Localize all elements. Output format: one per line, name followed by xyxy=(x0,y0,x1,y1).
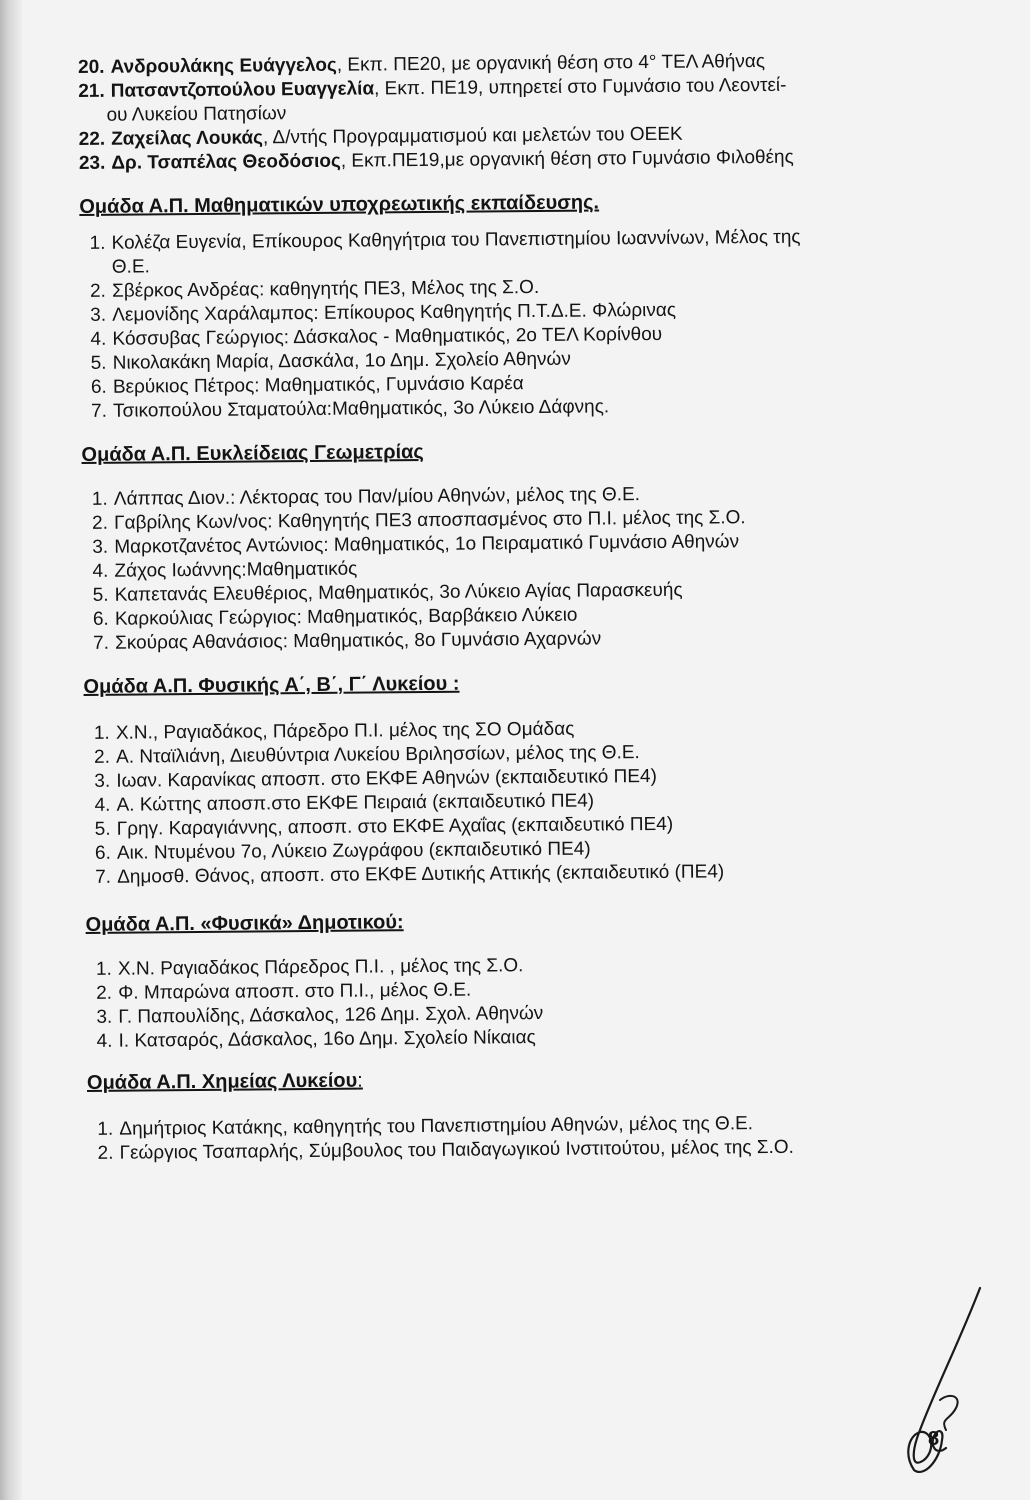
list-item: 1. Χ.Ν., Ραγιαδάκος, Πάρεδρο Π.Ι. μέλος της ΣΟ Ομάδας xyxy=(93,718,575,744)
list-item: 4. Ι. Κατσαρός, Δάσκαλος, 16ο Δημ. Σχολείο Νίκαιας xyxy=(96,1027,536,1052)
entry-21: 21. Πατσαντζοπούλου Ευαγγελία, Εκπ. ΠΕ19, υπηρετεί στο Γυμνάσιο του Λεοντεί- xyxy=(78,74,787,102)
entry-21-continuation: ου Λυκείου Πατησίων xyxy=(106,103,287,126)
list-item: 3. Γ. Παπουλίδης, Δάσκαλος, 126 Δημ. Σχολ. Αθηνών xyxy=(96,1002,544,1028)
list-item: 2. Γεώργιος Τσαπαρλής, Σύμβουλος του Παιδαγωγικού Ινστιτούτου, μέλος της Σ.Ο. xyxy=(97,1136,794,1164)
entry-23: 23. Δρ. Τσαπέλας Θεοδόσιος, Εκπ.ΠΕ19,με οργανική θέση στο Γυμνάσιο Φιλοθέης xyxy=(78,146,794,174)
list-item: 3. Ιωαν. Καρανίκας αποσπ. στο ΕΚΦΕ Αθηνών (εκπαιδευτικό ΠΕ4) xyxy=(94,765,657,792)
list-item: 1. Κολέζα Ευγενία, Επίκουρος Καθηγήτρια του Πανεπιστημίου Ιωαννίνων, Μέλος της Θ.Ε. xyxy=(89,226,801,278)
list-item: 2. Α. Νταϊλιάνη, Διευθύντρια Λυκείου Βριλησσίων, μέλος της Θ.Ε. xyxy=(94,742,640,768)
group-math-compulsory xyxy=(79,186,941,423)
document-content xyxy=(78,48,948,1165)
page-number: 8 xyxy=(928,1428,940,1450)
member-list xyxy=(82,480,943,655)
list-item: 5. Νικολακάκη Μαρία, Δασκάλα, 1ο Δημ. Σχολείο Αθηνών xyxy=(90,348,571,374)
list-item: 2. Γαβρίλης Κων/νος: Καθηγητής ΠΕ3 αποσπασμένος στο Π.Ι. μέλος της Σ.Ο. xyxy=(91,507,746,534)
list-item: 5. Γρηγ. Καραγιάννης, αποσπ. στο ΕΚΦΕ Αχαΐας (εκπαιδευτικό ΠΕ4) xyxy=(94,813,674,840)
list-item: 6. Καρκούλιας Γεώργιος: Μαθηματικός, Βαρβάκειο Λύκειο xyxy=(92,604,578,630)
group-heading: Ομάδα Α.Π. Μαθηματικών υποχρεωτικής εκπαίδευσης. xyxy=(79,191,600,218)
group-heading: Ομάδα Α.Π. Χημείας Λυκείου: xyxy=(86,1069,363,1094)
list-item: 1. Χ.Ν. Ραγιαδάκος Πάρεδρος Π.Ι. , μέλος της Σ.Ο. xyxy=(95,955,524,980)
page-edge-shadow xyxy=(0,0,22,1500)
member-list xyxy=(86,950,947,1054)
list-item: 3. Λεμονίδης Χαράλαμπος: Επίκουρος Καθηγητής Π.Τ.Δ.Ε. Φλώρινας xyxy=(90,299,677,326)
list-item: 6. Αικ. Ντυμένου 7ο, Λύκειο Ζωγράφου (εκπαιδευτικό ΠΕ4) xyxy=(94,838,591,864)
group-physics-lyceum xyxy=(83,666,945,889)
entry-22: 22. Ζαχείλας Λουκάς, Δ/ντής Προγραμματισμού και μελετών του ΟΕΕΚ xyxy=(78,123,683,150)
group-heading: Ομάδα Α.Π. Ευκλείδειας Γεωμετρίας xyxy=(81,440,424,466)
list-item: 1. Λάππας Διον.: Λέκτορας του Παν/μίου Αθηνών, μέλος της Θ.Ε. xyxy=(91,484,641,510)
list-item: 2. Φ. Μπαρώνα αποσπ. στο Π.Ι., μέλος Θ.Ε. xyxy=(96,979,472,1004)
member-list xyxy=(84,714,945,889)
member-list xyxy=(87,1110,947,1166)
list-item: 2. Σβέρκος Ανδρέας: καθηγητής ΠΕ3, Μέλος της Σ.Ο. xyxy=(89,276,540,302)
list-item: 6. Βερύκιος Πέτρος: Μαθηματικός, Γυμνάσιο Καρέα xyxy=(90,373,524,398)
group-euclidean-geometry xyxy=(81,434,943,655)
member-list xyxy=(80,224,942,423)
numbered-entries xyxy=(78,48,939,176)
list-item: 7. Τσικοπούλου Σταματούλα:Μαθηματικός, 3ο Λύκειο Δάφνης. xyxy=(91,396,610,422)
group-chemistry-lyceum xyxy=(87,1062,948,1166)
list-item: 7. Δημοσθ. Θάνος, αποσπ. στο ΕΚΦΕ Δυτικής Αττικής (εκπαιδευτικό (ΠΕ4) xyxy=(95,861,725,888)
list-item: 7. Σκούρας Αθανάσιος: Μαθηματικός, 8ο Γυμνάσιο Αχαρνών xyxy=(93,628,602,654)
group-physics-primary xyxy=(85,904,946,1053)
list-item: 5. Καπετανάς Ελευθέριος, Μαθηματικός, 3ο Λύκειο Αγίας Παρασκευής xyxy=(92,579,683,606)
list-item: 4. Ζάχος Ιωάννης:Μαθηματικός xyxy=(92,558,358,582)
list-item: 4. Κόσσυβας Γεώργιος: Δάσκαλος - Μαθηματικός, 2ο ΤΕΛ Κορίνθου xyxy=(90,323,663,350)
group-heading: Ομάδα Α.Π. Φυσικής Α΄, Β΄, Γ΄ Λυκείου : xyxy=(83,672,460,698)
list-item: 3. Μαρκοτζανέτος Αντώνιος: Μαθηματικός, 1ο Πειραματικό Γυμνάσιο Αθηνών xyxy=(92,531,740,558)
entry-20: 20. Ανδρουλάκης Ευάγγελος, Εκπ. ΠΕ20, με οργανική θέση στο 4° ΤΕΛ Αθήνας xyxy=(78,51,766,78)
list-item: 4. Α. Κώττης αποσπ.στο ΕΚΦΕ Πειραιά (εκπαιδευτικό ΠΕ4) xyxy=(94,790,595,816)
list-item: 1. Δημήτριος Κατάκης, καθηγητής του Πανεπιστημίου Αθηνών, μέλος της Θ.Ε. xyxy=(97,1113,754,1140)
group-heading: Ομάδα Α.Π. «Φυσικά» Δημοτικού: xyxy=(85,911,404,936)
